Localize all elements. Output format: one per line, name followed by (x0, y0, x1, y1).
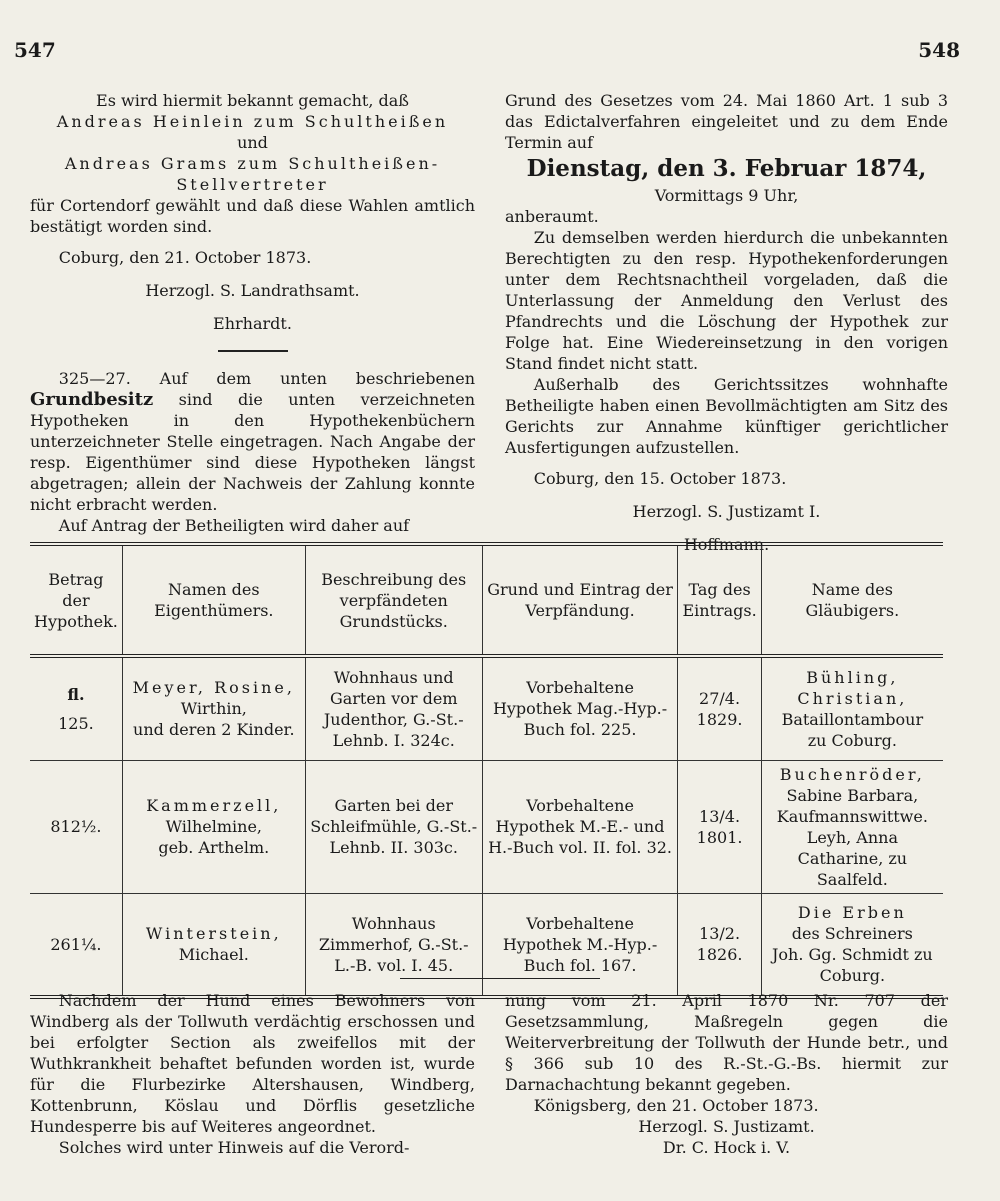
cell-date: 27/4. 1829. (678, 656, 761, 760)
bottom-right-column (505, 990, 948, 1158)
table-row (30, 760, 943, 893)
notice2-paragraph: 325—27. Auf dem unten beschriebenen Grundbesitz sind die unten verzeichneten Hypotheken in den Hypothekenbüchern unterzeichneter Stelle eingetragen. Nach Angabe der resp. Eigenthümer sind diese Hypotheken längst abgetragen; allein der Nachweis der Zahlung konnte nicht erbracht werden. (30, 369, 475, 514)
cell-amount: 812½. (30, 760, 122, 893)
header-owner: Namen des Eigenthümers. (122, 544, 305, 656)
notice1-line5: Stellvertreter (176, 175, 329, 194)
cell-owner: Meyer, Rosine, Wirthin, und deren 2 Kinder. (122, 656, 305, 760)
notice1-line4: Andreas Grams zum Schultheißen- (64, 154, 441, 173)
cell-description: Wohnhaus und Garten vor dem Judenthor, G.-St.-Lehnb. I. 324c. (305, 656, 482, 760)
header-ground: Grund und Eintrag der Verpfändung. (482, 544, 678, 656)
right-signature: Hoffmann. (683, 535, 770, 554)
notice1-office: Herzogl. S. Landrathsamt. (145, 281, 360, 300)
table-row (30, 656, 943, 760)
bottom-date: Königsberg, den 21. October 1873. (533, 1096, 819, 1115)
cell-owner: Winterstein, Michael. (122, 893, 305, 997)
cell-date: 13/2. 1826. (678, 893, 761, 997)
left-column (30, 90, 475, 536)
notice1-line6: für Cortendorf gewählt und daß diese Wahlen amtlich bestätigt worden sind. (30, 196, 475, 236)
right-paragraph2: Zu demselben werden hierdurch die unbekannten Berechtigten zu den resp. Hypothekenforderungen unter dem Rechtsnachtheil vorgeladen, daß die Unterlassung der Anmeldung den Verlust des Pfandrechts und die Löschung der Hypothek zur Folge hat. Eine Wiedereinsetzung in den vorigen Stand findet nicht statt. (505, 228, 948, 373)
bottom-paragraph2: Solches wird unter Hinweis auf die Verord- (58, 1138, 410, 1157)
header-description: Beschreibung des verpfändeten Grundstücks. (305, 544, 482, 656)
right-column (505, 90, 948, 555)
cell-creditor: Buchenröder, Sabine Barbara, Kaufmannswittwe. Leyh, Anna Catharine, zu Saalfeld. (761, 760, 943, 893)
header-amount: Betrag der Hypothek. (30, 544, 122, 656)
page-number-left: 547 (14, 38, 56, 62)
notice1-line2: Andreas Heinlein zum Schultheißen (56, 112, 449, 131)
bottom-paragraph1: Nachdem der Hund eines Bewohners von Windberg als der Tollwuth verdächtig erschossen und bei erfolgter Section als zweifellos mit der Wuthkrankheit behaftet befunden worden ist, wurde für die Flurbezirke Altershausen, Windberg, Kottenbrunn, Köslau und Dörflis gesetzliche Hundesperre bis auf Weiteres angeordnet. (30, 991, 475, 1136)
section-divider (400, 978, 600, 979)
cell-amount: fl. 125. (30, 656, 122, 760)
hearing-date: Dienstag, den 3. Februar 1874, (526, 155, 927, 182)
right-paragraph3: Außerhalb des Gerichtssitzes wohnhafte Betheiligte haben einen Bevollmächtigten am Sitz des Gerichts zur Annahme künftiger gerichtlicher Ausfertigungen aufzustellen. (505, 375, 948, 457)
cell-creditor: Bühling, Christian, Bataillontambour zu Coburg. (761, 656, 943, 760)
notice2-continuation: Auf Antrag der Betheiligten wird daher auf (58, 516, 410, 535)
notice1-line3: und (237, 133, 268, 152)
header-creditor: Name des Gläubigers. (761, 544, 943, 656)
notice1-signature: Ehrhardt. (213, 314, 292, 333)
table-header-row (30, 544, 943, 656)
cell-owner: Kammerzell, Wilhelmine, geb. Arthelm. (122, 760, 305, 893)
hearing-time: Vormittags 9 Uhr, (654, 186, 799, 205)
right-office: Herzogl. S. Justizamt I. (632, 502, 821, 521)
cell-description: Wohnhaus Zimmerhof, G.-St.-L.-B. vol. I. 45. (305, 893, 482, 997)
right-date: Coburg, den 15. October 1873. (533, 469, 787, 488)
cell-date: 13/4. 1801. (678, 760, 761, 893)
header-date: Tag des Eintrags. (678, 544, 761, 656)
mortgage-table (30, 542, 943, 999)
bottom-left-column (30, 990, 475, 1158)
cell-ground: Vorbehaltene Hypothek M.-Hyp.-Buch fol. 167. (482, 893, 678, 997)
section-divider (218, 350, 288, 352)
cell-creditor: Die Erben des Schreiners Joh. Gg. Schmidt zu Coburg. (761, 893, 943, 997)
notice1-line1: Es wird hiermit bekannt gemacht, daß (96, 91, 409, 110)
currency-unit: fl. (67, 684, 85, 704)
cell-description: Garten bei der Schleifmühle, G.-St.-Lehnb. II. 303c. (305, 760, 482, 893)
bottom-signature: Dr. C. Hock i. V. (662, 1138, 791, 1157)
notice1-date: Coburg, den 21. October 1873. (58, 248, 312, 267)
bottom-paragraph3: nung vom 21. April 1870 Nr. 707 der Gesetzsammlung, Maßregeln gegen die Weiterverbreitung der Tollwuth der Hunde betr., und § 366 sub 10 des R.-St.-G.-Bs. hiermit zur Darnachachtung bekannt gegeben. (505, 991, 948, 1094)
bottom-office: Herzogl. S. Justizamt. (638, 1117, 815, 1136)
right-paragraph1: Grund des Gesetzes vom 24. Mai 1860 Art. 1 sub 3 das Edictalverfahren eingeleitet und zu dem Ende Termin auf (505, 91, 948, 152)
cell-ground: Vorbehaltene Hypothek M.-E.- und H.-Buch vol. II. fol. 32. (482, 760, 678, 893)
table-row (30, 893, 943, 997)
page-number-right: 548 (918, 38, 960, 62)
anberaumt: anberaumt. (505, 207, 599, 226)
cell-ground: Vorbehaltene Hypothek Mag.-Hyp.-Buch fol. 225. (482, 656, 678, 760)
cell-amount: 261¼. (30, 893, 122, 997)
